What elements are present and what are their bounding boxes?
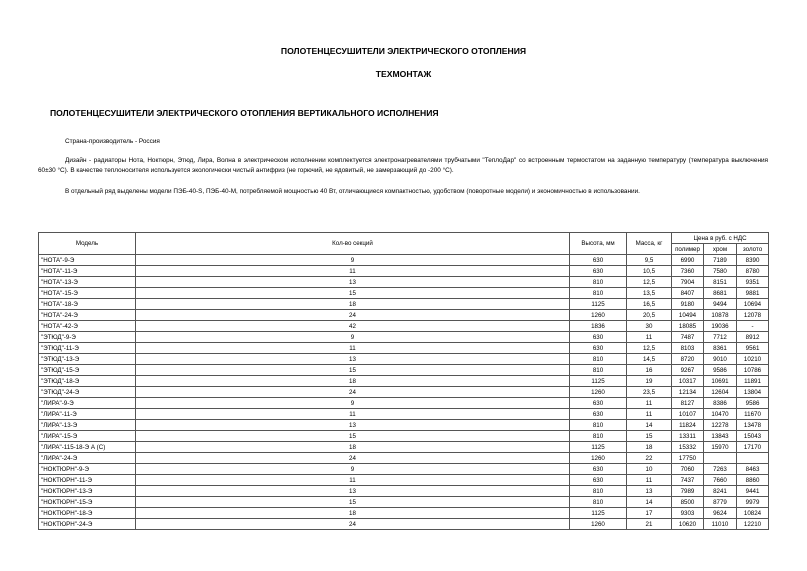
cell-price-chrome: 10878 [704,310,737,321]
cell-price-gold: 9881 [737,288,769,299]
cell-price-gold: 10824 [737,508,769,519]
cell-height: 1260 [570,453,627,464]
cell-model: "ЭТЮД"-24-Э [39,387,136,398]
cell-height: 810 [570,486,627,497]
cell-price-chrome: 8779 [704,497,737,508]
cell-mass: 18 [627,442,672,453]
cell-price-gold: 13478 [737,420,769,431]
cell-price-polymer: 6990 [672,255,704,266]
section-title: ПОЛОТЕНЦЕСУШИТЕЛИ ЭЛЕКТРИЧЕСКОГО ОТОПЛЕНИЯ ВЕРТИКАЛЬНОГО ИСПОЛНЕНИЯ [50,108,439,118]
cell-sections: 24 [136,453,570,464]
cell-sections: 42 [136,321,570,332]
cell-price-chrome: 11010 [704,519,737,530]
cell-price-chrome: 8681 [704,288,737,299]
company-name: ТЕХМОНТАЖ [375,69,432,79]
header-height: Высота, мм [570,233,627,255]
cell-price-chrome: 12604 [704,387,737,398]
table-header-row [39,233,769,244]
cell-model: "ЭТЮД"-13-Э [39,354,136,365]
cell-price-chrome: 9624 [704,508,737,519]
cell-price-chrome [704,453,737,464]
cell-price-chrome: 8151 [704,277,737,288]
cell-price-polymer: 10317 [672,376,704,387]
table-row [39,486,769,497]
cell-sections: 9 [136,255,570,266]
cell-model: "НОТА"-11-Э [39,266,136,277]
country-of-origin: Страна-производитель - Россия [65,138,160,145]
cell-price-gold: 10694 [737,299,769,310]
cell-model: "НОКТЮРН"-11-Э [39,475,136,486]
document-title: ПОЛОТЕНЦЕСУШИТЕЛИ ЭЛЕКТРИЧЕСКОГО ОТОПЛЕНИЯ [280,46,527,56]
cell-mass: 10,5 [627,266,672,277]
cell-mass: 13 [627,486,672,497]
cell-model: "НОТА"-15-Э [39,288,136,299]
cell-model: "ЭТЮД"-15-Э [39,365,136,376]
cell-sections: 15 [136,365,570,376]
cell-height: 810 [570,497,627,508]
cell-sections: 9 [136,332,570,343]
cell-price-polymer: 10620 [672,519,704,530]
cell-sections: 18 [136,442,570,453]
cell-model: "НОТА"-42-Э [39,321,136,332]
table-row [39,464,769,475]
cell-mass: 11 [627,398,672,409]
table-row [39,343,769,354]
cell-mass: 10 [627,464,672,475]
cell-price-polymer: 8407 [672,288,704,299]
header-price: Цена в руб. с НДС [672,233,769,244]
cell-price-chrome: 7712 [704,332,737,343]
cell-mass: 19 [627,376,672,387]
cell-mass: 21 [627,519,672,530]
cell-price-polymer: 8500 [672,497,704,508]
cell-price-chrome: 7580 [704,266,737,277]
cell-mass: 11 [627,475,672,486]
cell-sections: 15 [136,497,570,508]
cell-mass: 12,5 [627,277,672,288]
cell-sections: 13 [136,277,570,288]
cell-price-polymer: 7487 [672,332,704,343]
cell-sections: 9 [136,398,570,409]
table-row [39,519,769,530]
cell-price-gold: 10786 [737,365,769,376]
cell-price-gold: 11670 [737,409,769,420]
cell-height: 810 [570,420,627,431]
header-polymer: полимер [672,244,704,255]
table-row [39,387,769,398]
cell-height: 810 [570,277,627,288]
cell-model: "ЭТЮД"-11-Э [39,343,136,354]
cell-sections: 13 [136,354,570,365]
cell-sections: 11 [136,409,570,420]
models-note: В отдельный ряд выделены модели ПЭБ-40-S, ПЭБ-40-М, потребляемой мощностью 40 Вт, отличающиеся компактностью, удобством (поворотные модели) и экономичностью в использовании. [65,188,640,195]
cell-price-polymer: 10107 [672,409,704,420]
table-row [39,453,769,464]
cell-price-polymer: 7989 [672,486,704,497]
cell-height: 810 [570,354,627,365]
cell-price-chrome: 15970 [704,442,737,453]
cell-price-polymer: 8127 [672,398,704,409]
cell-mass: 11 [627,332,672,343]
cell-sections: 24 [136,310,570,321]
cell-price-polymer: 11824 [672,420,704,431]
cell-price-chrome: 7263 [704,464,737,475]
cell-height: 630 [570,332,627,343]
cell-height: 630 [570,398,627,409]
cell-model: "НОТА"-18-Э [39,299,136,310]
cell-mass: 11 [627,409,672,420]
cell-price-polymer: 9267 [672,365,704,376]
cell-height: 1260 [570,310,627,321]
cell-price-chrome: 8241 [704,486,737,497]
cell-model: "ЛИРА"-13-Э [39,420,136,431]
cell-model: "НОКТЮРН"-9-Э [39,464,136,475]
cell-height: 1125 [570,508,627,519]
cell-price-gold: 8912 [737,332,769,343]
cell-model: "НОКТЮРН"-13-Э [39,486,136,497]
header-sections: Кол-во секций [136,233,570,255]
cell-model: "НОКТЮРН"-15-Э [39,497,136,508]
table-row [39,321,769,332]
cell-mass: 30 [627,321,672,332]
header-gold: золото [737,244,769,255]
cell-mass: 12,5 [627,343,672,354]
table-row [39,288,769,299]
cell-price-polymer: 7437 [672,475,704,486]
table-row [39,299,769,310]
cell-price-gold: 12078 [737,310,769,321]
cell-price-chrome: 9586 [704,365,737,376]
cell-price-chrome: 13843 [704,431,737,442]
cell-price-gold [737,453,769,464]
cell-price-polymer: 15332 [672,442,704,453]
cell-sections: 18 [136,376,570,387]
table-row [39,365,769,376]
cell-model: "ЛИРА"-11-Э [39,409,136,420]
cell-mass: 20,5 [627,310,672,321]
cell-model: "ЭТЮД"-18-Э [39,376,136,387]
cell-price-polymer: 8720 [672,354,704,365]
cell-price-chrome: 10470 [704,409,737,420]
cell-price-gold: 11891 [737,376,769,387]
cell-price-gold: 8463 [737,464,769,475]
table-row [39,420,769,431]
cell-price-polymer: 10494 [672,310,704,321]
table-row [39,475,769,486]
cell-sections: 13 [136,420,570,431]
cell-price-gold: 9586 [737,398,769,409]
cell-model: "ЛИРА"-15-Э [39,431,136,442]
design-description: Дизайн - радиаторы Нота, Ноктюрн, Этюд, Лира, Волна в электрическом исполнении комплектуется электронагревателями трубчатыми "ТеплоДар" со встроенным термостатом на заданную температуру (температура выключения 60±30 °С). В качестве теплоносителя используется экологически чистый антифриз (не горючий, не ядовитый, не замерзающий до -200 °С). [38,157,768,174]
cell-price-chrome: 8386 [704,398,737,409]
table-row [39,431,769,442]
cell-height: 1125 [570,299,627,310]
cell-price-polymer: 9180 [672,299,704,310]
cell-model: "ЭТЮД"-9-Э [39,332,136,343]
cell-sections: 13 [136,486,570,497]
cell-model: "НОКТЮРН"-24-Э [39,519,136,530]
cell-price-polymer: 12134 [672,387,704,398]
cell-price-chrome: 19036 [704,321,737,332]
cell-sections: 11 [136,475,570,486]
cell-price-polymer: 7360 [672,266,704,277]
cell-model: "НОТА"-13-Э [39,277,136,288]
cell-sections: 24 [136,519,570,530]
cell-mass: 22 [627,453,672,464]
table-row [39,398,769,409]
cell-mass: 14 [627,497,672,508]
cell-sections: 15 [136,288,570,299]
cell-sections: 9 [136,464,570,475]
cell-price-chrome: 12278 [704,420,737,431]
cell-height: 630 [570,255,627,266]
cell-mass: 14 [627,420,672,431]
table-row [39,277,769,288]
cell-sections: 24 [136,387,570,398]
cell-model: "НОКТЮРН"-18-Э [39,508,136,519]
cell-price-gold: 13804 [737,387,769,398]
table-row [39,266,769,277]
cell-price-gold: 9351 [737,277,769,288]
cell-sections: 11 [136,266,570,277]
cell-price-gold: 10210 [737,354,769,365]
cell-price-chrome: 8361 [704,343,737,354]
cell-price-polymer: 17750 [672,453,704,464]
cell-price-chrome: 9010 [704,354,737,365]
cell-mass: 16 [627,365,672,376]
table-row [39,497,769,508]
cell-sections: 11 [136,343,570,354]
cell-model: "ЛИРА"-9-Э [39,398,136,409]
cell-height: 630 [570,464,627,475]
table-row [39,409,769,420]
cell-height: 810 [570,365,627,376]
cell-height: 810 [570,288,627,299]
cell-price-gold: 8390 [737,255,769,266]
cell-price-chrome: 7189 [704,255,737,266]
cell-price-gold: 8860 [737,475,769,486]
cell-price-gold: 9979 [737,497,769,508]
cell-height: 1260 [570,387,627,398]
cell-price-gold: - [737,321,769,332]
cell-price-gold: 9441 [737,486,769,497]
cell-height: 810 [570,431,627,442]
table-row [39,354,769,365]
cell-height: 1836 [570,321,627,332]
cell-height: 1125 [570,442,627,453]
table-row [39,310,769,321]
cell-mass: 23,5 [627,387,672,398]
cell-price-polymer: 8103 [672,343,704,354]
cell-price-polymer: 7904 [672,277,704,288]
cell-sections: 15 [136,431,570,442]
cell-height: 630 [570,409,627,420]
cell-price-polymer: 13311 [672,431,704,442]
cell-model: "ЛИРА"-115-18-Э А (С) [39,442,136,453]
cell-mass: 17 [627,508,672,519]
header-mass: Масса, кг [627,233,672,255]
cell-model: "НОТА"-9-Э [39,255,136,266]
table-row [39,332,769,343]
table-row [39,255,769,266]
table-row [39,508,769,519]
header-model: Модель [39,233,136,255]
header-chrome: хром [704,244,737,255]
cell-price-gold: 17170 [737,442,769,453]
cell-price-polymer: 7060 [672,464,704,475]
cell-sections: 18 [136,508,570,519]
cell-mass: 15 [627,431,672,442]
cell-model: "НОТА"-24-Э [39,310,136,321]
cell-price-chrome: 9494 [704,299,737,310]
cell-price-gold: 9561 [737,343,769,354]
cell-mass: 9,5 [627,255,672,266]
cell-height: 630 [570,343,627,354]
cell-price-chrome: 10691 [704,376,737,387]
cell-mass: 16,5 [627,299,672,310]
cell-price-polymer: 18085 [672,321,704,332]
cell-height: 1260 [570,519,627,530]
cell-sections: 18 [136,299,570,310]
cell-price-gold: 8780 [737,266,769,277]
cell-price-gold: 12210 [737,519,769,530]
cell-mass: 14,5 [627,354,672,365]
price-table [38,232,769,530]
cell-height: 1125 [570,376,627,387]
cell-price-chrome: 7660 [704,475,737,486]
cell-height: 630 [570,266,627,277]
cell-model: "ЛИРА"-24-Э [39,453,136,464]
cell-height: 630 [570,475,627,486]
cell-price-polymer: 9303 [672,508,704,519]
table-row [39,376,769,387]
cell-mass: 13,5 [627,288,672,299]
cell-price-gold: 15043 [737,431,769,442]
table-row [39,442,769,453]
